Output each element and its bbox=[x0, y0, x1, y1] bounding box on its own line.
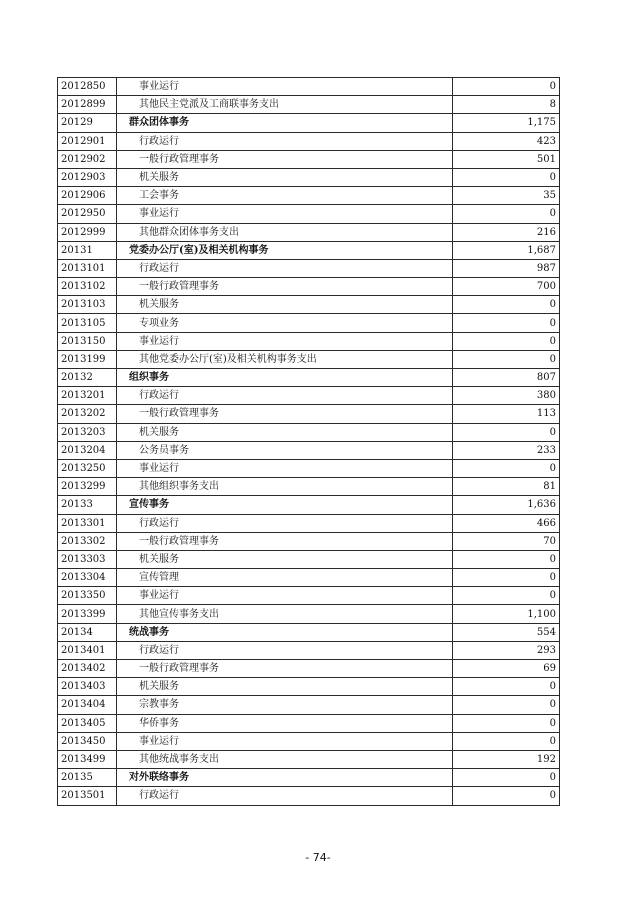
code-cell: 2013302 bbox=[58, 532, 117, 550]
code-cell: 2012999 bbox=[58, 223, 117, 241]
table-row bbox=[58, 532, 560, 550]
code-cell: 2013101 bbox=[58, 259, 117, 277]
code-cell: 2012906 bbox=[58, 187, 117, 205]
name-cell: 其他党委办公厅(室)及相关机构事务支出 bbox=[117, 350, 453, 368]
name-cell: 宣传管理 bbox=[117, 569, 453, 587]
table-row bbox=[58, 132, 560, 150]
name-cell: 机关服务 bbox=[117, 550, 453, 568]
table-row bbox=[58, 641, 560, 659]
amount-cell: 807 bbox=[453, 369, 560, 387]
table-row bbox=[58, 478, 560, 496]
code-cell: 2013203 bbox=[58, 423, 117, 441]
code-cell: 2012903 bbox=[58, 168, 117, 186]
name-cell: 行政运行 bbox=[117, 514, 453, 532]
name-cell: 行政运行 bbox=[117, 132, 453, 150]
name-cell: 一般行政管理事务 bbox=[117, 405, 453, 423]
amount-cell: 554 bbox=[453, 623, 560, 641]
code-cell: 2013102 bbox=[58, 278, 117, 296]
table-row bbox=[58, 750, 560, 768]
name-cell: 其他统战事务支出 bbox=[117, 750, 453, 768]
table-row bbox=[58, 605, 560, 623]
table-row bbox=[58, 732, 560, 750]
code-cell: 20133 bbox=[58, 496, 117, 514]
amount-cell: 0 bbox=[453, 569, 560, 587]
table-row bbox=[58, 514, 560, 532]
amount-cell: 0 bbox=[453, 550, 560, 568]
amount-cell: 466 bbox=[453, 514, 560, 532]
amount-cell: 0 bbox=[453, 459, 560, 477]
name-cell: 机关服务 bbox=[117, 423, 453, 441]
code-cell: 2013401 bbox=[58, 641, 117, 659]
code-cell: 2013405 bbox=[58, 714, 117, 732]
table-row bbox=[58, 96, 560, 114]
name-cell: 工会事务 bbox=[117, 187, 453, 205]
name-cell: 机关服务 bbox=[117, 168, 453, 186]
name-cell: 一般行政管理事务 bbox=[117, 278, 453, 296]
amount-cell: 0 bbox=[453, 714, 560, 732]
name-cell: 其他群众团体事务支出 bbox=[117, 223, 453, 241]
code-cell: 20134 bbox=[58, 623, 117, 641]
amount-cell: 0 bbox=[453, 787, 560, 805]
table-row bbox=[58, 332, 560, 350]
table-row bbox=[58, 660, 560, 678]
table-row bbox=[58, 696, 560, 714]
code-cell: 2013404 bbox=[58, 696, 117, 714]
amount-cell: 0 bbox=[453, 769, 560, 787]
budget-table bbox=[57, 77, 560, 806]
name-cell: 对外联络事务 bbox=[117, 769, 453, 787]
amount-cell: 233 bbox=[453, 441, 560, 459]
name-cell: 行政运行 bbox=[117, 787, 453, 805]
code-cell: 2013450 bbox=[58, 732, 117, 750]
code-cell: 2013202 bbox=[58, 405, 117, 423]
amount-cell: 69 bbox=[453, 660, 560, 678]
amount-cell: 0 bbox=[453, 314, 560, 332]
name-cell: 事业运行 bbox=[117, 732, 453, 750]
table-row bbox=[58, 787, 560, 805]
name-cell: 一般行政管理事务 bbox=[117, 150, 453, 168]
code-cell: 20129 bbox=[58, 114, 117, 132]
category-row bbox=[58, 769, 560, 787]
code-cell: 2012902 bbox=[58, 150, 117, 168]
amount-cell: 0 bbox=[453, 350, 560, 368]
code-cell: 2013501 bbox=[58, 787, 117, 805]
code-cell: 2013403 bbox=[58, 678, 117, 696]
table-row bbox=[58, 459, 560, 477]
code-cell: 2012850 bbox=[58, 78, 117, 96]
table-row bbox=[58, 223, 560, 241]
table-row bbox=[58, 387, 560, 405]
table-body bbox=[58, 78, 560, 806]
table-row bbox=[58, 259, 560, 277]
name-cell: 行政运行 bbox=[117, 641, 453, 659]
code-cell: 2013204 bbox=[58, 441, 117, 459]
amount-cell: 0 bbox=[453, 587, 560, 605]
table-row bbox=[58, 168, 560, 186]
amount-cell: 113 bbox=[453, 405, 560, 423]
name-cell: 事业运行 bbox=[117, 78, 453, 96]
code-cell: 2013301 bbox=[58, 514, 117, 532]
code-cell: 2013105 bbox=[58, 314, 117, 332]
table-row bbox=[58, 350, 560, 368]
category-row bbox=[58, 114, 560, 132]
code-cell: 20132 bbox=[58, 369, 117, 387]
amount-cell: 0 bbox=[453, 696, 560, 714]
table-row bbox=[58, 296, 560, 314]
table-row bbox=[58, 150, 560, 168]
amount-cell: 0 bbox=[453, 332, 560, 350]
name-cell: 其他组织事务支出 bbox=[117, 478, 453, 496]
amount-cell: 700 bbox=[453, 278, 560, 296]
code-cell: 2013103 bbox=[58, 296, 117, 314]
name-cell: 事业运行 bbox=[117, 332, 453, 350]
name-cell: 专项业务 bbox=[117, 314, 453, 332]
name-cell: 宗教事务 bbox=[117, 696, 453, 714]
amount-cell: 0 bbox=[453, 296, 560, 314]
name-cell: 机关服务 bbox=[117, 678, 453, 696]
table-row bbox=[58, 205, 560, 223]
amount-cell: 1,687 bbox=[453, 241, 560, 259]
code-cell: 2013350 bbox=[58, 587, 117, 605]
code-cell: 2013399 bbox=[58, 605, 117, 623]
amount-cell: 216 bbox=[453, 223, 560, 241]
table-row bbox=[58, 278, 560, 296]
name-cell: 群众团体事务 bbox=[117, 114, 453, 132]
table-row bbox=[58, 423, 560, 441]
table-row bbox=[58, 441, 560, 459]
category-row bbox=[58, 369, 560, 387]
amount-cell: 81 bbox=[453, 478, 560, 496]
name-cell: 机关服务 bbox=[117, 296, 453, 314]
page-number: - 74- bbox=[305, 851, 331, 864]
name-cell: 事业运行 bbox=[117, 205, 453, 223]
table-row bbox=[58, 187, 560, 205]
name-cell: 党委办公厅(室)及相关机构事务 bbox=[117, 241, 453, 259]
name-cell: 一般行政管理事务 bbox=[117, 532, 453, 550]
amount-cell: 0 bbox=[453, 732, 560, 750]
code-cell: 2012901 bbox=[58, 132, 117, 150]
name-cell: 事业运行 bbox=[117, 459, 453, 477]
amount-cell: 380 bbox=[453, 387, 560, 405]
table-row bbox=[58, 314, 560, 332]
name-cell: 行政运行 bbox=[117, 387, 453, 405]
name-cell: 统战事务 bbox=[117, 623, 453, 641]
amount-cell: 0 bbox=[453, 168, 560, 186]
amount-cell: 0 bbox=[453, 205, 560, 223]
amount-cell: 1,175 bbox=[453, 114, 560, 132]
table-row bbox=[58, 714, 560, 732]
name-cell: 其他民主党派及工商联事务支出 bbox=[117, 96, 453, 114]
code-cell: 2013250 bbox=[58, 459, 117, 477]
code-cell: 2012899 bbox=[58, 96, 117, 114]
code-cell: 2013199 bbox=[58, 350, 117, 368]
name-cell: 组织事务 bbox=[117, 369, 453, 387]
amount-cell: 8 bbox=[453, 96, 560, 114]
table-row bbox=[58, 587, 560, 605]
category-row bbox=[58, 623, 560, 641]
amount-cell: 423 bbox=[453, 132, 560, 150]
amount-cell: 987 bbox=[453, 259, 560, 277]
amount-cell: 0 bbox=[453, 423, 560, 441]
amount-cell: 1,636 bbox=[453, 496, 560, 514]
code-cell: 2013402 bbox=[58, 660, 117, 678]
code-cell: 20131 bbox=[58, 241, 117, 259]
name-cell: 行政运行 bbox=[117, 259, 453, 277]
amount-cell: 35 bbox=[453, 187, 560, 205]
amount-cell: 0 bbox=[453, 78, 560, 96]
name-cell: 宣传事务 bbox=[117, 496, 453, 514]
amount-cell: 293 bbox=[453, 641, 560, 659]
amount-cell: 192 bbox=[453, 750, 560, 768]
table-row bbox=[58, 78, 560, 96]
amount-cell: 1,100 bbox=[453, 605, 560, 623]
category-row bbox=[58, 496, 560, 514]
code-cell: 2013150 bbox=[58, 332, 117, 350]
category-row bbox=[58, 241, 560, 259]
name-cell: 公务员事务 bbox=[117, 441, 453, 459]
name-cell: 华侨事务 bbox=[117, 714, 453, 732]
name-cell: 事业运行 bbox=[117, 587, 453, 605]
code-cell: 2013299 bbox=[58, 478, 117, 496]
amount-cell: 0 bbox=[453, 678, 560, 696]
code-cell: 2012950 bbox=[58, 205, 117, 223]
code-cell: 2013201 bbox=[58, 387, 117, 405]
amount-cell: 501 bbox=[453, 150, 560, 168]
code-cell: 2013303 bbox=[58, 550, 117, 568]
table-row bbox=[58, 405, 560, 423]
name-cell: 其他宣传事务支出 bbox=[117, 605, 453, 623]
table-row bbox=[58, 678, 560, 696]
table-row bbox=[58, 569, 560, 587]
table-row bbox=[58, 550, 560, 568]
code-cell: 2013499 bbox=[58, 750, 117, 768]
code-cell: 20135 bbox=[58, 769, 117, 787]
code-cell: 2013304 bbox=[58, 569, 117, 587]
name-cell: 一般行政管理事务 bbox=[117, 660, 453, 678]
amount-cell: 70 bbox=[453, 532, 560, 550]
